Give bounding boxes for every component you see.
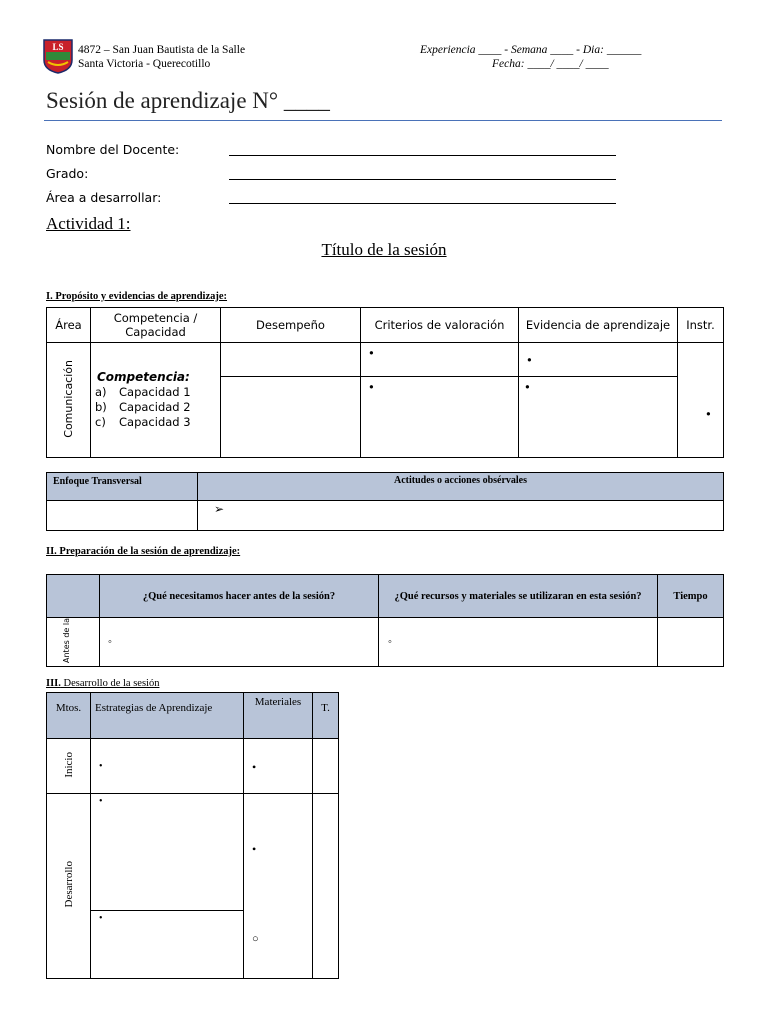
meta-experiencia: Experiencia ____ - Semana ____ - Dia: ______ (420, 44, 642, 56)
dev-col-t: T. (313, 693, 339, 739)
school-name: 4872 – San Juan Bautista de la Salle (78, 44, 246, 56)
col-competencia: Competencia / Capacidad (91, 308, 221, 343)
competencia-cell (91, 343, 221, 458)
capacidad-item: c) Capacidad 3 (95, 415, 191, 429)
enfoque-header: Enfoque Transversal (47, 473, 198, 501)
preparation-table (46, 574, 724, 667)
desarrollo-t[interactable] (313, 794, 339, 979)
dev-col-materiales: Materiales (244, 693, 313, 739)
col-area: Área (47, 308, 91, 343)
inicio-estrategia[interactable]: • (91, 739, 244, 794)
enfoque-cell[interactable] (47, 501, 198, 531)
grado-label: Grado: (46, 166, 89, 181)
area-line[interactable] (229, 203, 616, 204)
prep-tiempo-cell[interactable] (658, 618, 724, 667)
desarrollo-cell: Desarrollo (47, 794, 91, 979)
evidencia-cell[interactable]: • (519, 343, 678, 377)
development-table (46, 692, 339, 979)
desempeno-cell[interactable] (221, 343, 361, 377)
instr-cell[interactable]: • (678, 343, 724, 458)
docente-label: Nombre del Docente: (46, 142, 180, 157)
inicio-cell: Inicio (47, 739, 91, 794)
col-instr: Instr. (678, 308, 724, 343)
dev-col-mtos: Mtos. (47, 693, 91, 739)
actitudes-header: Actitudes o acciones obsérvales (198, 473, 724, 501)
page-title: Sesión de aprendizaje N° ____ (46, 88, 330, 113)
docente-line[interactable] (229, 155, 616, 156)
desarrollo-estrategia[interactable]: • (91, 911, 244, 979)
desarrollo-material[interactable]: • ○ (244, 794, 313, 979)
col-desempeno: Desempeño (221, 308, 361, 343)
school-info (78, 43, 245, 71)
meta-fecha: Fecha: ____/ ____/ ____ (492, 58, 609, 70)
competencia-label: Competencia: (97, 370, 190, 384)
evidencia-cell[interactable]: • (519, 377, 678, 458)
prep-header-tiempo: Tiempo (658, 575, 724, 618)
prep-row-label: Antes de la (47, 618, 100, 667)
grado-line[interactable] (229, 179, 616, 180)
title-divider (44, 120, 722, 121)
section-3-heading: III. Desarrollo de la sesión (46, 678, 160, 689)
col-evidencia: Evidencia de aprendizaje (519, 308, 678, 343)
area-comunicacion: Comunicación (62, 359, 75, 438)
capacidad-item: a) Capacidad 1 (95, 385, 191, 399)
section-2-heading: II. Preparación de la sesión de aprendizaje: (46, 546, 241, 557)
arrow-bullet: ➢ (214, 502, 225, 516)
col-criterios: Criterios de valoración (361, 308, 519, 343)
dev-col-estrategias: Estrategias de Aprendizaje (91, 693, 244, 739)
school-logo (42, 38, 74, 74)
prep-antes-cell[interactable]: ◦ (100, 618, 379, 667)
prep-blank-header (47, 575, 100, 618)
actitudes-cell[interactable] (198, 501, 724, 531)
session-meta (420, 43, 641, 71)
activity-heading: Actividad 1: (46, 214, 131, 233)
capacidad-item: b) Capacidad 2 (95, 400, 191, 414)
inicio-material[interactable]: • (244, 739, 313, 794)
criterio-cell[interactable]: • (361, 343, 519, 377)
desempeno-cell[interactable] (221, 377, 361, 458)
purpose-table (46, 307, 724, 458)
area-label: Área a desarrollar: (46, 190, 162, 205)
school-location: Santa Victoria - Querecotillo (78, 58, 211, 70)
area-cell (47, 343, 91, 458)
section-1-heading: I. Propósito y evidencias de aprendizaje: (46, 291, 228, 302)
session-title: Título de la sesión (321, 240, 447, 259)
logo-letters: LS (52, 42, 64, 52)
prep-recursos-cell[interactable]: ◦ (379, 618, 658, 667)
desarrollo-estrategia[interactable]: • (91, 794, 244, 911)
criterio-cell[interactable]: • (361, 377, 519, 458)
prep-header-antes: ¿Qué necesitamos hacer antes de la sesión? (100, 575, 379, 618)
inicio-t[interactable] (313, 739, 339, 794)
enfoque-table (46, 472, 724, 531)
prep-header-recursos: ¿Qué recursos y materiales se utilizaran en esta sesión? (379, 575, 658, 618)
